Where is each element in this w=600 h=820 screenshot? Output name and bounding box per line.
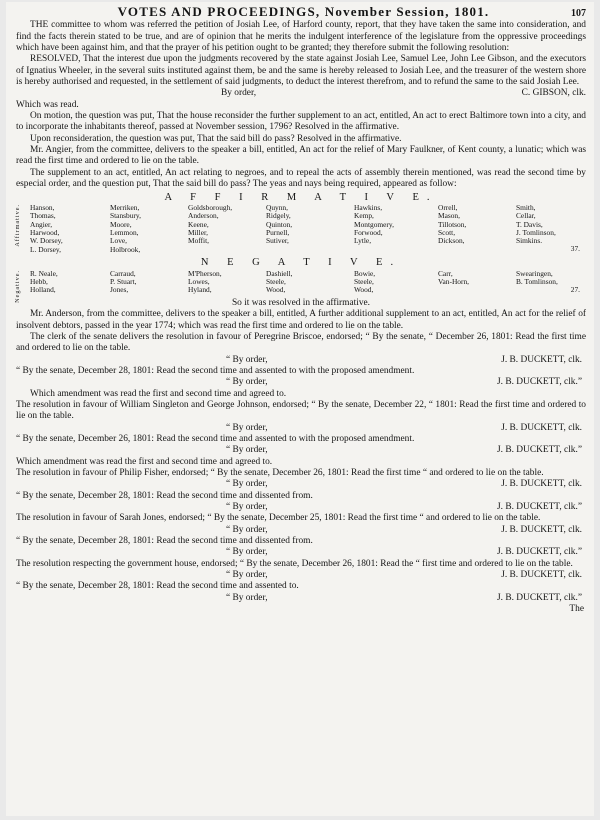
resolution-paragraph: RESOLVED, That the interest due upon the judgments recovered by the state against Josiah Lee, Samuel Lee, John Lee Gibson, and the executors of Ignatius Wheeler, in the several suits instituted against them, be and the same is hereby released to Josiah Lee, and the treasurer of the western shore is hereby authorised and requested, in the settlement of said judgments, to deduct the interest therefrom, and to refund the same to the said Josiah Lee. <box>16 54 586 88</box>
paragraph: Upon reconsideration, the question was put, That the said bill do pass? Resolved in the affirmative. <box>30 133 402 144</box>
document-page <box>6 2 594 816</box>
page-header <box>16 6 586 19</box>
catchword-row <box>16 604 586 615</box>
affirmative-member-name: Angier, <box>30 219 53 229</box>
negative-member-name: Carraud, <box>110 268 136 278</box>
signature-line <box>16 88 586 99</box>
negative-member-name: Hyland, <box>188 285 212 295</box>
affirmative-member-name: Purnell, <box>266 228 290 238</box>
affirmative-member-name: L. Dorsey, <box>30 244 61 254</box>
affirmative-member-name: J. Tomlinson, <box>516 228 556 238</box>
by-order-text: “ By order, <box>226 445 268 456</box>
negative-member-name: Steele, <box>354 277 374 287</box>
affirmative-member-name: T. Davis, <box>516 219 543 229</box>
affirmative-member-name: Sutiver, <box>266 236 289 246</box>
signature-line <box>16 570 586 581</box>
by-order-text: “ By order, <box>226 570 268 581</box>
paragraph: The resolution respecting the government house, endorsed; “ By the senate, December 26, 1801: Read the “ first time and ordered to lie on the table. <box>16 558 573 569</box>
paragraph: The clerk of the senate delivers the resolution in favour of Peregrine Briscoe, endorsed; “ By the senate, “ December 26, 1801: Read the first time and ordered to lie on the table. <box>16 331 586 354</box>
signature-line <box>16 525 586 536</box>
paragraph: “ By the senate, December 28, 1801: Read the second time and assented to. <box>16 581 299 592</box>
paragraph: On motion, the question was put, That the house reconsider the further supplement to an act, entitled, An act to erect Baltimore town into a city, and to incorporate the inhabitants thereof, passed at November session, 1796? Resolved in the affirmative. <box>16 111 586 133</box>
negative-column <box>188 270 266 295</box>
affirmative-member-name: Quinton, <box>266 219 293 229</box>
paragraph: The resolution in favour of Sarah Jones, endorsed; “ By the senate, December 25, 1801: Read the first time “ and ordered to lie on the table. <box>16 513 541 524</box>
negative-member-name: Hebb, <box>30 277 48 287</box>
affirmative-member-name: Montgomery, <box>354 219 394 229</box>
paragraph: Which amendment was read the first and second time and agreed to. <box>30 388 287 399</box>
signature-line <box>16 377 586 388</box>
clerk-name: J. B. DUCKETT, clk.” <box>497 377 582 388</box>
negative-member-name: Steele, <box>266 277 286 287</box>
catchword: The <box>569 604 584 615</box>
affirmative-member-name: Cellar, <box>516 211 536 221</box>
negative-column <box>110 270 188 295</box>
affirmative-member-name: Moffit, <box>188 236 210 246</box>
negative-member-name: R. Neale, <box>30 268 58 278</box>
affirmative-member-name: Ridgely, <box>266 211 291 221</box>
negative-heading: N E G A T I V E. <box>200 257 402 269</box>
by-order-text: “ By order, <box>226 592 268 603</box>
affirmative-member-name: Simkins. <box>516 236 543 246</box>
paragraph: “ By the senate, December 28, 1801: Read the second time and dissented from. <box>16 536 313 547</box>
affirmative-column <box>110 204 188 254</box>
affirmative-names <box>16 204 586 254</box>
affirmative-member-name: Forwood, <box>354 228 383 238</box>
affirmative-member-name: Lemmon, <box>110 228 139 238</box>
affirmative-count: 37. <box>570 243 580 253</box>
affirmative-member-name: Dickson, <box>438 236 465 246</box>
negative-member-name: B. Tomlinson, <box>516 277 558 287</box>
affirmative-member-name: Hawkins, <box>354 202 383 212</box>
by-order-text: “ By order, <box>226 377 268 388</box>
signature-line <box>16 547 586 558</box>
negative-member-name: Jones, <box>110 285 129 295</box>
paragraph: The resolution in favour of William Singleton and George Johnson, endorsed; “ By the senate, December 22, “ 1801: Read the first time and ordered to lie on the table. <box>16 399 586 422</box>
paragraph: “ By the senate, December 26, 1801: Read the second time and assented to with the proposed amendment. <box>16 433 415 444</box>
paragraph: Which amendment was read the first and second time and agreed to. <box>16 456 273 467</box>
by-order-text: “ By order, <box>226 479 268 490</box>
affirmative-member-name: Tillotson, <box>438 219 467 229</box>
paragraph: The supplement to an act, entitled, An act relating to negroes, and to repeal the acts of assembly therein mentioned, was read the second time by especial order, and the question put, That the said bill do pass? The yeas and nays being required, appeared as follow: <box>16 167 586 190</box>
affirmative-member-name: Smith, <box>516 202 536 212</box>
affirmative-member-name: Thomas, <box>30 211 56 221</box>
negative-column <box>354 270 438 295</box>
negative-names <box>16 270 586 295</box>
affirmative-member-name: Stansbury, <box>110 211 141 221</box>
affirmative-member-name: Keene, <box>188 219 209 229</box>
negative-member-name: Wood, <box>266 285 286 295</box>
clerk-name: J. B. DUCKETT, clk. <box>501 422 582 433</box>
negative-side-label: Negative. <box>14 269 21 303</box>
affirmative-member-name: Harwood, <box>30 228 60 238</box>
paragraph: Mr. Anderson, from the committee, delivers to the speaker a bill, entitled, A further additional supplement to an act, entitled, An act for the relief of insolvent debtors, passed in the year 1774; which was read the first time and ordered to lie on the table. <box>16 309 586 331</box>
clerk-name: C. GIBSON, clk. <box>521 88 586 99</box>
clerk-name: J. B. DUCKETT, clk.” <box>497 547 582 558</box>
paragraph: So it was resolved in the affirmative. <box>231 297 371 308</box>
paragraph: Which was read. <box>16 99 79 110</box>
negative-member-name: Swearingen, <box>516 268 553 278</box>
committee-report-paragraph: THE committee to whom was referred the petition of Josiah Lee, of Harford county, report, that they have taken the same into consideration, and find the facts therein stated to be true, and are of opinion that he merits the indulgent interference of the legislature from the oppressive proceedings which have been against him, and that the prayer of his petition ought to be granted; they therefore submit the following resolution: <box>16 20 586 54</box>
signature-line <box>16 423 586 434</box>
affirmative-member-name: Lytle, <box>354 236 372 246</box>
affirmative-column <box>354 204 438 254</box>
negative-column <box>30 270 110 295</box>
affirmative-member-name: Moore, <box>110 219 132 229</box>
signature-line <box>16 502 586 513</box>
clerk-name: J. B. DUCKETT, clk. <box>501 354 582 365</box>
negative-member-name: Dashiell, <box>266 268 293 278</box>
by-order-text: “ By order, <box>226 354 268 365</box>
signature-line <box>16 479 586 490</box>
negative-column <box>266 270 354 295</box>
by-order-text: “ By order, <box>226 547 268 558</box>
negative-member-name: P. Stuart, <box>110 277 137 287</box>
affirmative-member-name: Scott, <box>438 228 456 238</box>
negative-member-name: Bowie, <box>354 268 376 278</box>
negative-column <box>438 270 516 295</box>
negative-member-name: Carr, <box>438 268 453 278</box>
affirmative-column <box>188 204 266 254</box>
signature-line <box>16 355 586 366</box>
affirmative-member-name: Merriken, <box>110 202 140 212</box>
affirmative-column <box>30 204 110 254</box>
by-order-text: “ By order, <box>226 422 268 433</box>
clerk-name: J. B. DUCKETT, clk.” <box>497 502 582 513</box>
clerk-name: J. B. DUCKETT, clk.” <box>497 445 582 456</box>
affirmative-side-label: Affirmative. <box>14 203 21 247</box>
clerk-name: J. B. DUCKETT, clk. <box>501 570 582 581</box>
affirmative-member-name: Orrell, <box>438 202 458 212</box>
affirmative-member-name: Holbrook, <box>110 244 141 254</box>
affirmative-member-name: Hanson, <box>30 202 55 212</box>
negative-member-name: M'Pherson, <box>188 268 222 278</box>
affirmative-member-name: Quynn, <box>266 202 288 212</box>
negative-count: 27. <box>570 284 580 294</box>
paragraph: The resolution in favour of Philip Fisher, endorsed; “ By the senate, December 26, 1801: Read the first time “ and ordered to lie on the table. <box>16 468 544 478</box>
clerk-name: J. B. DUCKETT, clk. <box>501 524 582 535</box>
clerk-name: J. B. DUCKETT, clk.” <box>497 592 582 603</box>
affirmative-member-name: Kemp, <box>354 211 374 221</box>
paragraph: Mr. Angier, from the committee, delivers to the speaker a bill, entitled, An act for the relief of Mary Faulkner, of Kent county, a lunatic; which was read the first time and ordered to lie on the table. <box>16 145 586 167</box>
by-order-text: “ By order, <box>226 502 268 513</box>
by-order-text: “ By order, <box>226 524 268 535</box>
affirmative-member-name: Goldsborough, <box>188 202 233 212</box>
negative-member-name: Van-Horn, <box>438 277 469 287</box>
affirmative-member-name: Love, <box>110 236 128 246</box>
affirmative-vote-list <box>16 204 586 254</box>
negative-member-name: Wood, <box>354 285 374 295</box>
page-number: 107 <box>571 8 586 19</box>
negative-member-name: Lowes, <box>188 277 210 287</box>
affirmative-column <box>438 204 516 254</box>
affirmative-member-name: Miller, <box>188 228 209 238</box>
clerk-name: J. B. DUCKETT, clk. <box>501 479 582 490</box>
affirmative-heading: A F F I R M A T I V E. <box>164 191 438 203</box>
affirmative-member-name: Mason, <box>438 211 460 221</box>
affirmative-column <box>266 204 354 254</box>
signature-line <box>16 593 586 604</box>
by-order-text: By order, <box>221 88 257 99</box>
negative-member-name: Holland, <box>30 285 56 295</box>
affirmative-member-name: Anderson, <box>188 211 219 221</box>
paragraph: “ By the senate, December 28, 1801: Read the second time and assented to with the proposed amendment. <box>16 365 415 376</box>
affirmative-member-name: W. Dorsey, <box>30 236 63 246</box>
signature-line <box>16 445 586 456</box>
paragraph: “ By the senate, December 28, 1801: Read the second time and dissented from. <box>16 490 313 501</box>
page-title: VOTES AND PROCEEDINGS, November Session, 1801. <box>117 4 490 19</box>
